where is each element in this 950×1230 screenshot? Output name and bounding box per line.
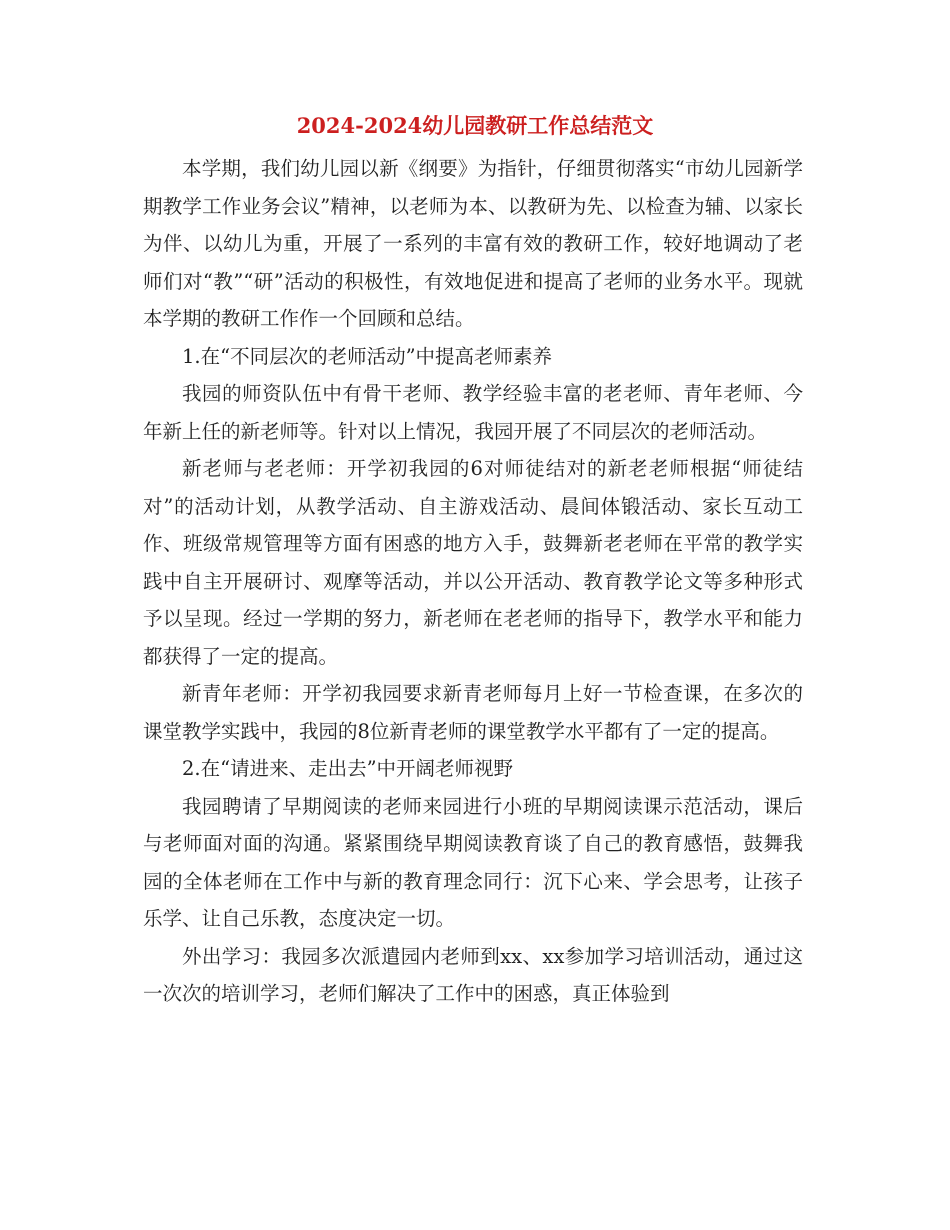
paragraph-mentoring: 新老师与老老师：开学初我园的6对师徒结对的新老老师根据“师徒结对”的活动计划，从教学活动、自主游戏活动、晨间体锻活动、家长互动工作、班级常规管理等方面有困惑的地方入手，鼓舞新老老师在平常的教学实践中自主开展研讨、观摩等活动，并以公开活动、教育教学论文等多种形式予以呈现。经过一学期的努力，新老师在老老师的指导下，教学水平和能力都获得了一定的提高。 bbox=[143, 457, 803, 668]
paragraph-young-teachers: 新青年老师：开学初我园要求新青老师每月上好一节检查课，在多次的课堂教学实践中，我园的8位新青老师的课堂教学水平都有了一定的提高。 bbox=[143, 682, 803, 743]
document-title: 2024-2024幼儿园教研工作总结范文 bbox=[296, 113, 654, 138]
paragraph-intro: 本学期，我们幼儿园以新《纲要》为指针，仔细贯彻落实“市幼儿园新学期教学工作业务会议”精神，以老师为本、以教研为先、以检查为辅、以家长为伴、以幼儿为重，开展了一系列的丰富有效的教研工作，较好地调动了老师们对“教”“研”活动的积极性，有效地促进和提高了老师的业务水平。现就本学期的教研工作作一个回顾和总结。 bbox=[143, 157, 803, 330]
section-heading-2: 2.在“请进来、走出去”中开阔老师视野 bbox=[182, 757, 514, 780]
paragraph-staff: 我园的师资队伍中有骨干老师、教学经验丰富的老老师、青年老师、今年新上任的新老师等。针对以上情况，我园开展了不同层次的老师活动。 bbox=[143, 382, 803, 443]
document-body bbox=[143, 150, 803, 1013]
section-heading-1: 1.在“不同层次的老师活动”中提高老师素养 bbox=[182, 344, 553, 368]
paragraph-external-study: 外出学习：我园多次派遣园内老师到xx、xx参加学习培训活动，通过这一次次的培训学习，老师们解决了工作中的困惑，真正体验到 bbox=[143, 944, 803, 1005]
paragraph-invited-experts: 我园聘请了早期阅读的老师来园进行小班的早期阅读课示范活动，课后与老师面对面的沟通。紧紧围绕早期阅读教育谈了自己的教育感悟，鼓舞我园的全体老师在工作中与新的教育理念同行：沉下心来、学会思考，让孩子乐学、让自己乐教，态度决定一切。 bbox=[143, 794, 803, 930]
